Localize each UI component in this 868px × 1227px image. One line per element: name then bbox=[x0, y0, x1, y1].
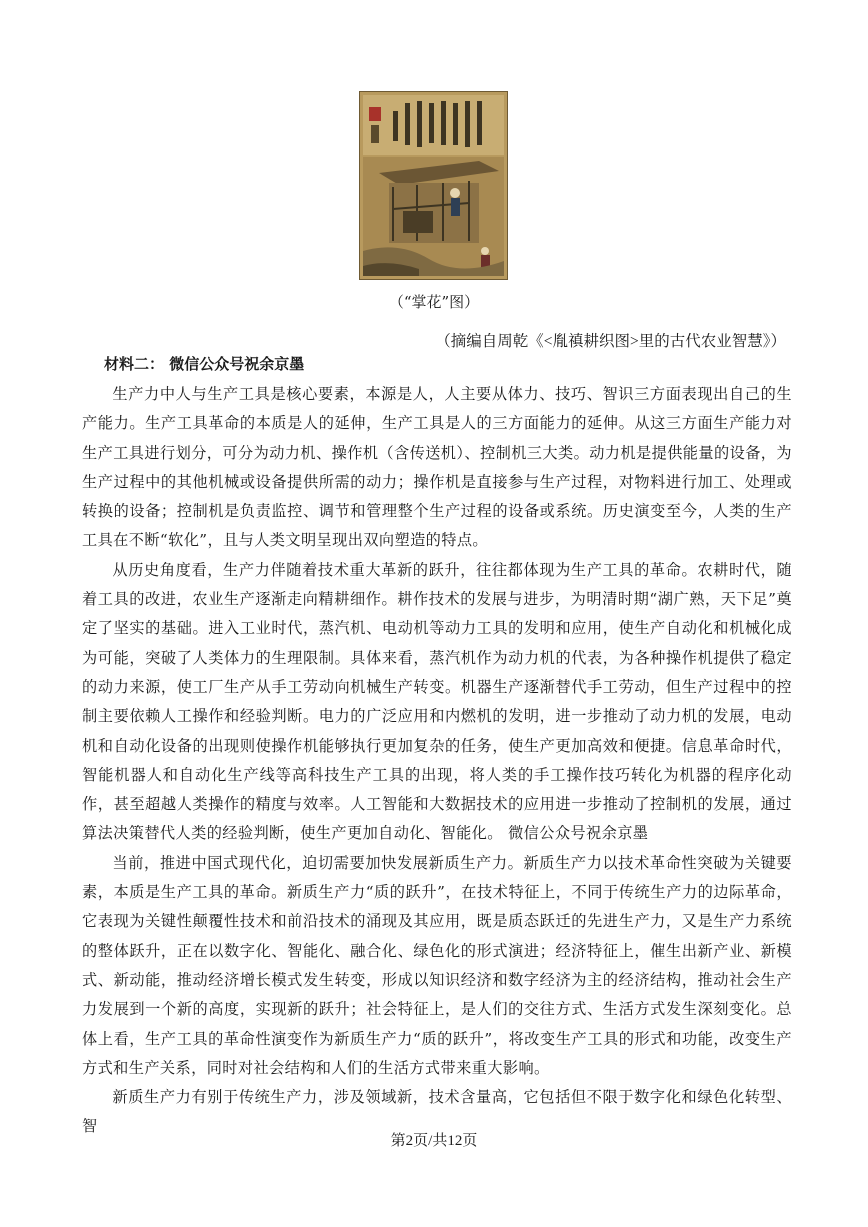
page-number: 第2页/共12页 bbox=[390, 1133, 478, 1149]
material-heading: 材料二： 微信公众号祝余京墨 bbox=[104, 355, 305, 373]
paragraph: 新质生产力有别于传统生产力，涉及领域新，技术含量高，它包括但不限于数字化和绿色化转型、智 bbox=[82, 1088, 792, 1136]
paragraph: 当前，推进中国式现代化，迫切需要加快发展新质生产力。新质生产力以技术革命性突破为关键要素，本质是生产工具的革命。新质生产力“质的跃升”，在技术特征上，不同于传统生产力的边际革命，它表现为关键性颠覆性技术和前沿技术的涌现及其应用，既是质态跃迁的先进生产力，又是生产力系统的整体跃升，正在以数字化、智能化、融合化、绿色化的形式演进；经济特征上，催生出新产业、新模式、新动能，推动经济增长模式发生转变，形成以知识经济和数字经济为主的经济结构，推动社会生产力发展到一个新的高度，实现新的跃升；社会特征上，是人们的交往方式、生活方式发生深刻变化。总体上看，生产工具的革命性演变作为新质生产力“质的跃升”，将改变生产工具的形式和功能，改变生产方式和生产关系，同时对社会结构和人们的生活方式带来重大影响。 bbox=[82, 853, 792, 1077]
paragraph: 生产力中人与生产工具是核心要素，本源是人，人主要从体力、技巧、智识三方面表现出自己的生产能力。生产工具革命的本质是人的延伸，生产工具是人的三方面能力的延伸。从这三方面生产能力对生产工具进行划分，可分为动力机、操作机（含传送机）、控制机三大类。动力机是提供能量的设备，为生产过程中的其他机械或设备提供所需的动力；操作机是直接参与生产过程，对物料进行加工、处理或转换的设备；控制机是负责监控、调节和管理整个生产过程的设备或系统。历史演变至今，人类的生产工具在不断“软化”，且与人类文明呈现出双向塑造的特点。 bbox=[82, 385, 792, 550]
figure-caption: （“掌花”图） bbox=[388, 293, 480, 311]
source-citation: （摘编自周乾《<胤禛耕织图>里的古代农业智慧》） bbox=[435, 333, 786, 350]
painting-image bbox=[359, 91, 508, 280]
paragraph: 从历史角度看，生产力伴随着技术重大革新的跃升，往往都体现为生产工具的革命。农耕时代，随着工具的改进，农业生产逐渐走向精耕细作。耕作技术的发展与进步，为明清时期“湖广熟，天下足”奠定了坚实的基础。进入工业时代，蒸汽机、电动机等动力工具的发明和应用，使生产自动化和机械化成为可能，突破了人类体力的生理限制。具体来看，蒸汽机作为动力机的代表，为各种操作机提供了稳定的动力来源，使工厂生产从手工劳动向机械生产转变。机器生产逐渐替代手工劳动，但生产过程中的控制主要依赖人工操作和经验判断。电力的广泛应用和内燃机的发明，进一步推动了动力机的发展，电动机和自动化设备的出现则使操作机能够执行更加复杂的任务，使生产更加高效和便捷。信息革命时代，智能机器人和自动化生产线等高科技生产工具的出现，将人类的手工操作技巧转化为机器的程序化动作，甚至超越人类操作的精度与效率。人工智能和大数据技术的应用进一步推动了控制机的发展，通过算法决策替代人类的经验判断，使生产更加自动化、智能化。 微信公众号祝余京墨 bbox=[82, 560, 792, 843]
article-body bbox=[82, 380, 792, 1142]
